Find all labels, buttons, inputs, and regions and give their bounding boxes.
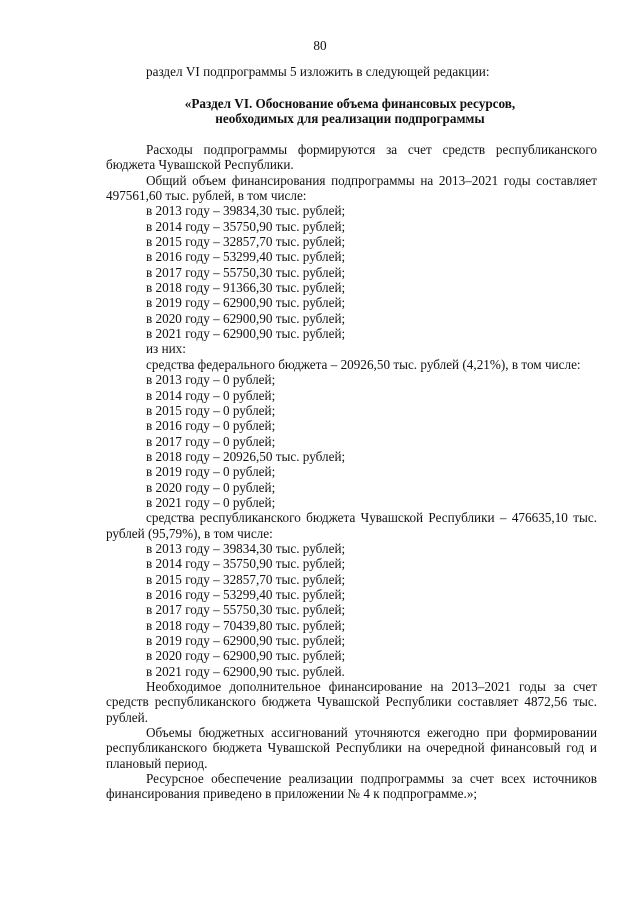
list-item: в 2017 году – 55750,30 тыс. рублей; bbox=[146, 264, 346, 280]
list-item: в 2013 году – 39834,30 тыс. рублей; bbox=[146, 203, 346, 219]
list-item: в 2016 году – 53299,40 тыс. рублей; bbox=[146, 249, 346, 265]
list-item: в 2020 году – 62900,90 тыс. рублей; bbox=[146, 648, 346, 664]
list-item: в 2016 году – 53299,40 тыс. рублей; bbox=[146, 586, 346, 602]
section-heading bbox=[100, 96, 600, 127]
federal-by-year-list bbox=[106, 372, 597, 510]
list-item: в 2021 году – 62900,90 тыс. рублей; bbox=[146, 326, 346, 342]
list-item: в 2021 году – 62900,90 тыс. рублей. bbox=[146, 663, 345, 679]
page-number: 80 bbox=[313, 38, 327, 53]
list-item: в 2017 году – 0 рублей; bbox=[146, 433, 276, 449]
list-item: в 2018 году – 70439,80 тыс. рублей; bbox=[146, 617, 346, 633]
document-body bbox=[106, 142, 597, 802]
list-item: в 2018 году – 91366,30 тыс. рублей; bbox=[146, 280, 346, 296]
list-item: в 2017 году – 55750,30 тыс. рублей; bbox=[146, 602, 346, 618]
section-heading-line: необходимых для реализации подпрограммы bbox=[215, 111, 485, 127]
paragraph-funding-source: Расходы подпрограммы формируются за счет средств республиканского бюджета Чувашской Республики. bbox=[106, 142, 597, 173]
paragraph-additional-funding: Необходимое дополнительное финансирование на 2013–2021 годы за счет средств республиканского бюджета Чувашской Республики составляет 4872,56 тыс. рублей. bbox=[106, 679, 597, 725]
list-item: в 2014 году – 35750,90 тыс. рублей; bbox=[146, 556, 346, 572]
paragraph-republic-budget: средства республиканского бюджета Чувашской Республики – 476635,10 тыс. рублей (95,79%), в том числе: bbox=[106, 510, 597, 541]
paragraph-resource-provision: Ресурсное обеспечение реализации подпрограммы за счет всех источников финансирования приведено в приложении № 4 к подпрограмме.»; bbox=[106, 771, 597, 802]
list-item: в 2018 году – 20926,50 тыс. рублей; bbox=[146, 448, 346, 464]
total-by-year-list bbox=[106, 203, 597, 341]
paragraph-federal-budget: средства федерального бюджета – 20926,50 тыс. рублей (4,21%), в том числе: bbox=[146, 356, 581, 372]
list-item: в 2020 году – 0 рублей; bbox=[146, 479, 276, 495]
list-item: в 2016 году – 0 рублей; bbox=[146, 418, 276, 434]
paragraph-total-volume: Общий объем финансирования подпрограммы на 2013–2021 годы составляет 497561,60 тыс. рублей, в том числе: bbox=[106, 172, 597, 204]
list-item: в 2019 году – 62900,90 тыс. рублей; bbox=[146, 633, 346, 648]
list-item: в 2015 году – 32857,70 тыс. рублей; bbox=[146, 571, 346, 587]
paragraph-budget-volumes: Объемы бюджетных ассигнований уточняются ежегодно при формировании республиканского бюджета Чувашской Республики на очередной финансовый год и плановый период. bbox=[106, 725, 597, 771]
list-item: в 2015 году – 32857,70 тыс. рублей; bbox=[146, 234, 346, 250]
list-item: в 2013 году – 0 рублей; bbox=[146, 372, 276, 388]
intro-line: раздел VI подпрограммы 5 изложить в следующей редакции: bbox=[146, 64, 490, 79]
from-them-label: из них: bbox=[146, 341, 186, 357]
list-item: в 2013 году – 39834,30 тыс. рублей; bbox=[146, 540, 346, 556]
list-item: в 2014 году – 35750,90 тыс. рублей; bbox=[146, 218, 346, 234]
section-heading-line: «Раздел VI. Обоснование объема финансовых ресурсов, bbox=[184, 96, 516, 111]
list-item: в 2015 году – 0 рублей; bbox=[146, 402, 276, 418]
list-item: в 2020 году – 62900,90 тыс. рублей; bbox=[146, 310, 346, 326]
list-item: в 2021 году – 0 рублей; bbox=[146, 494, 276, 510]
list-item: в 2019 году – 0 рублей; bbox=[146, 464, 276, 480]
list-item: в 2019 году – 62900,90 тыс. рублей; bbox=[146, 295, 346, 311]
republic-by-year-list bbox=[106, 541, 597, 679]
list-item: в 2014 году – 0 рублей; bbox=[146, 387, 276, 403]
